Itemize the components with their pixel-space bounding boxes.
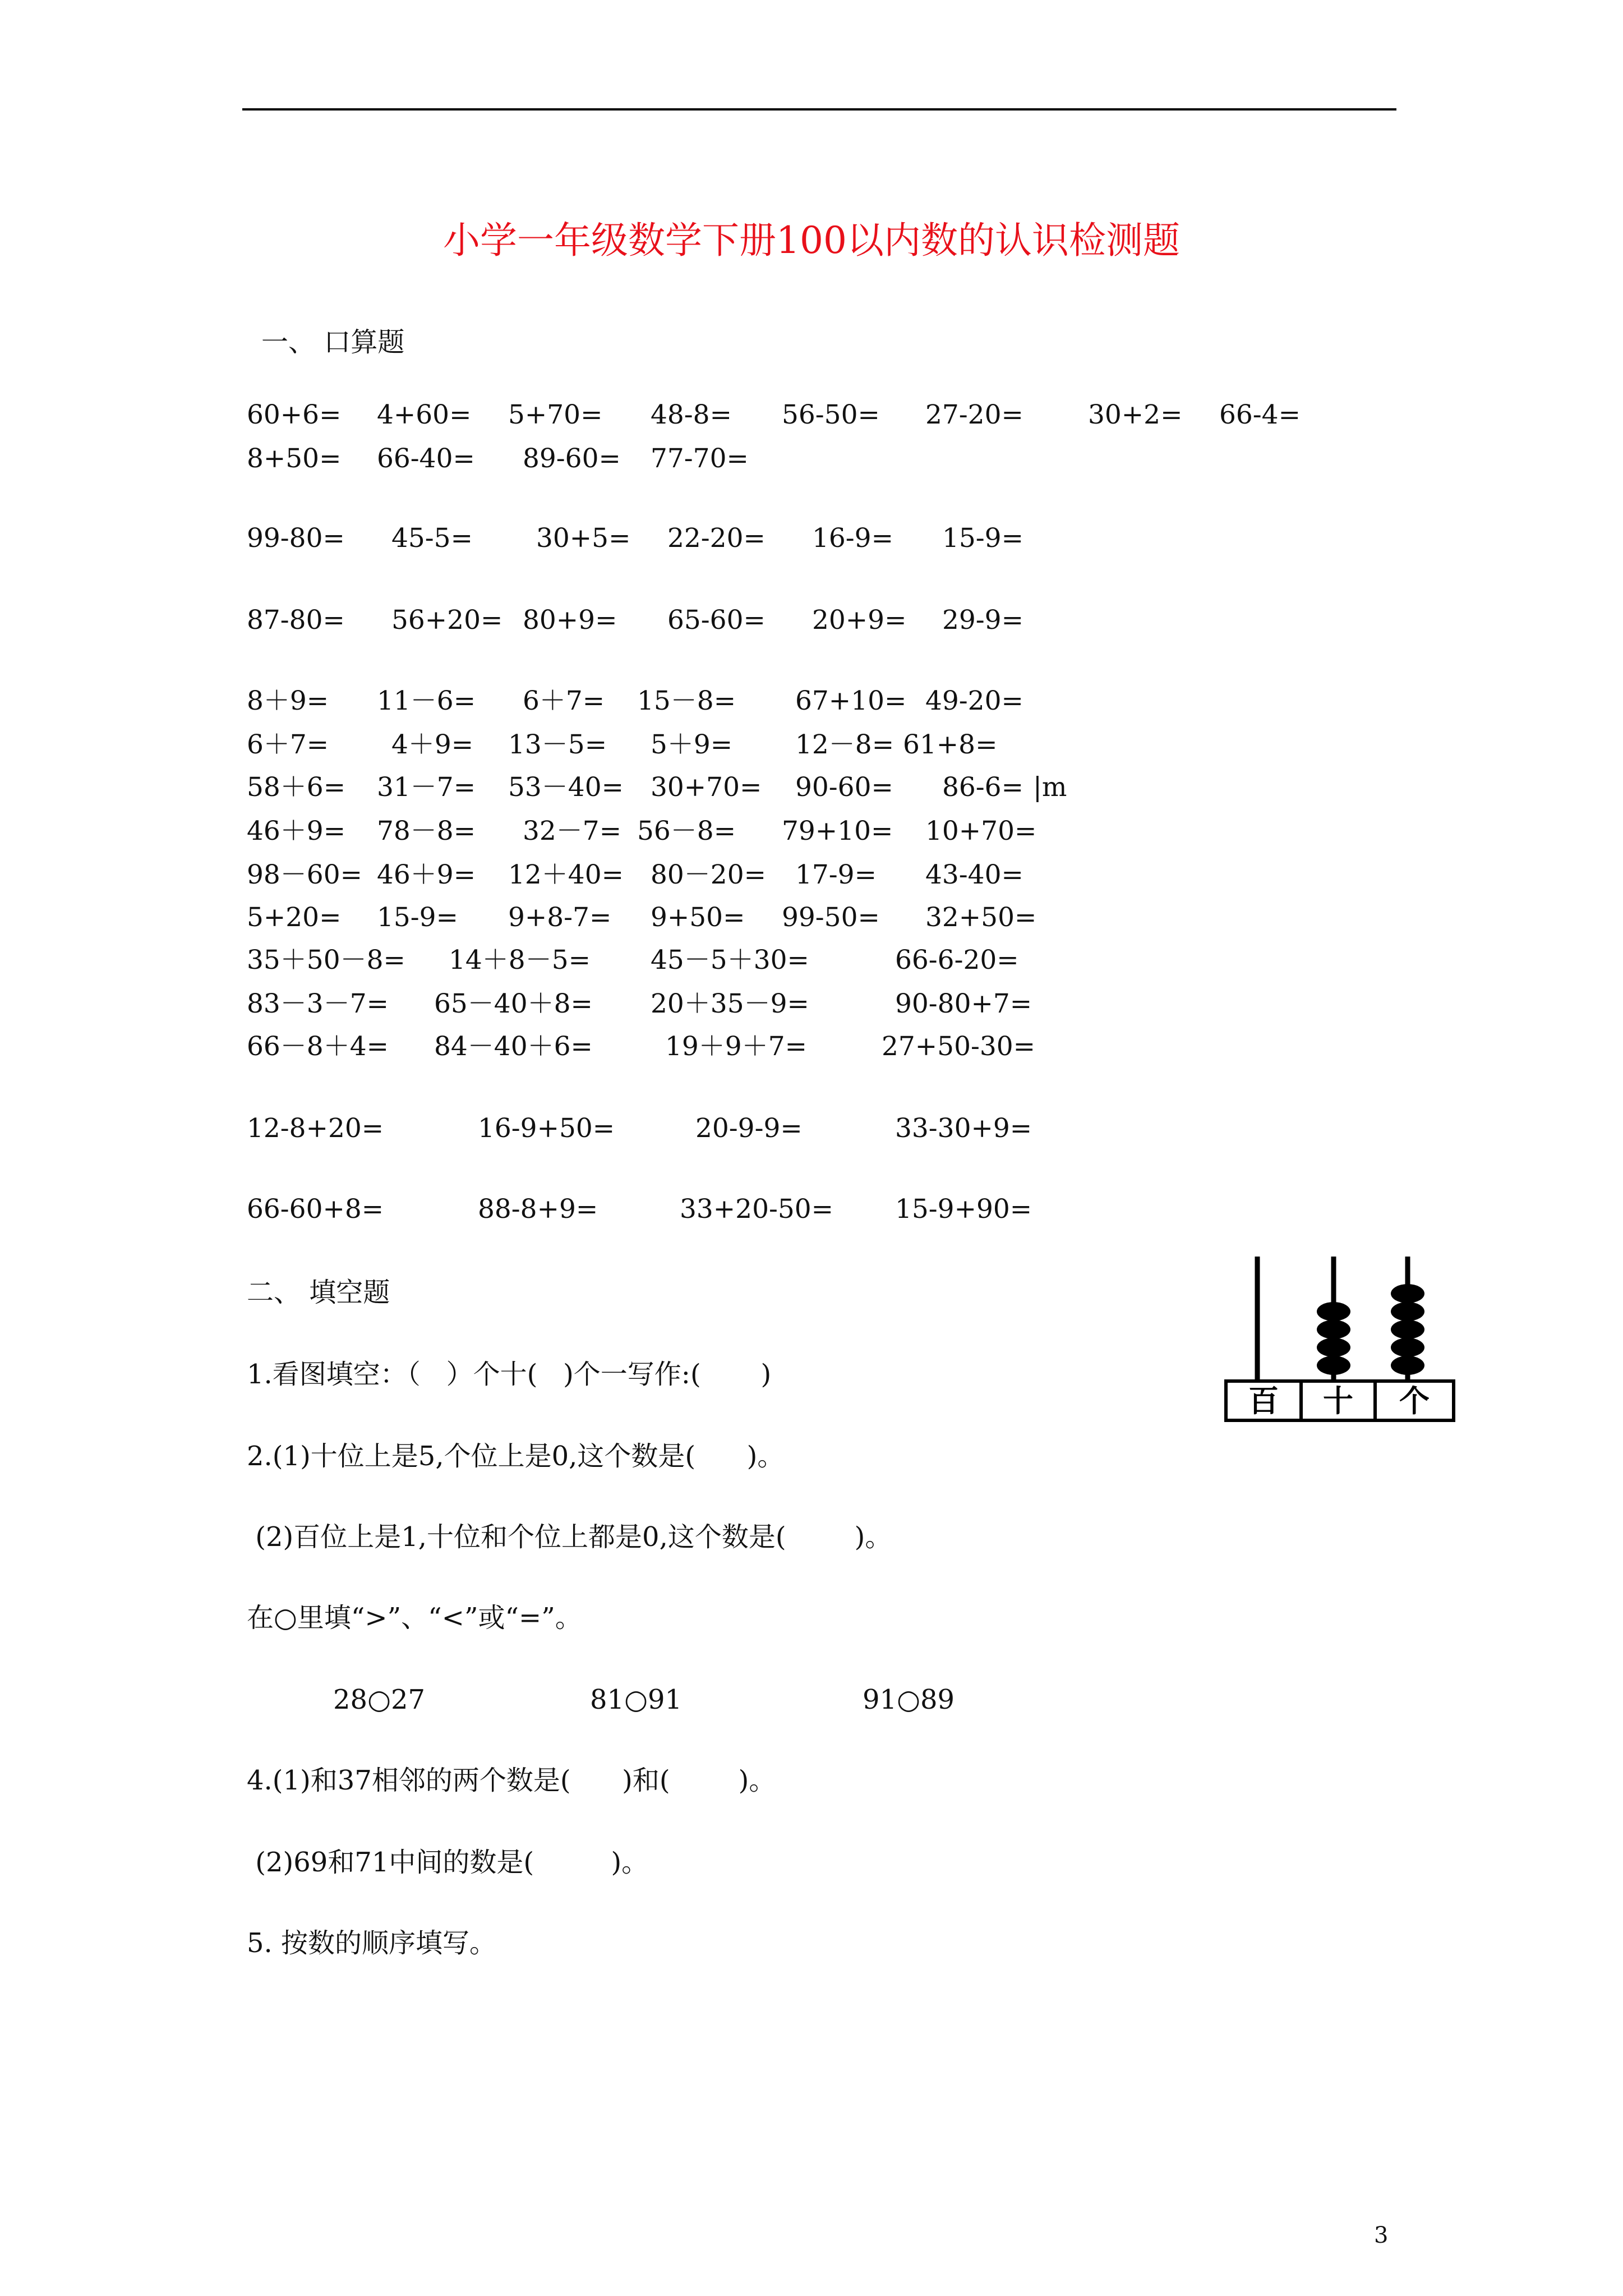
oral-problem: 86-6= [942, 772, 1023, 803]
bead-tens [1317, 1320, 1350, 1339]
label-ones: 个 [1399, 1383, 1430, 1419]
oral-problem: 8+50= [247, 443, 342, 474]
section2-heading: 二、 填空题 [247, 1277, 390, 1308]
oral-problem: 65-60= [667, 605, 766, 636]
oral-problem: 46＋9= [377, 859, 476, 890]
question-1: 1.看图填空：（ ）个十( )个一写作:( ) [247, 1359, 772, 1390]
oral-problem: 84－40＋6= [434, 1031, 593, 1062]
oral-problem: 89-60= [523, 443, 621, 474]
oral-problem: 29-9= [942, 605, 1023, 636]
oral-row [0, 521, 1623, 556]
oral-row [0, 900, 1623, 936]
oral-problem: 66-40= [377, 443, 475, 474]
oral-row [0, 397, 1623, 433]
oral-problem: 19＋9＋7= [665, 1031, 807, 1062]
oral-problem: 87-80= [247, 605, 345, 636]
oral-problem: 6＋7= [523, 685, 605, 716]
section1-heading: 一、 口算题 [261, 326, 405, 358]
page-title: 小学一年级数学下册100以内数的认识检测题 [443, 219, 1180, 262]
oral-problem: 78－8= [377, 816, 476, 846]
oral-problem: 99-80= [247, 523, 345, 554]
oral-problem: 35＋50－8= [247, 945, 405, 976]
oral-row [0, 813, 1623, 849]
oral-problem: 17-9= [795, 859, 877, 890]
oral-problem: 67+10= [795, 685, 907, 716]
oral-problem: 15－8= [637, 685, 736, 716]
oral-problem: 32+50= [925, 902, 1037, 933]
oral-problem: 13－5= [508, 729, 607, 760]
oral-problem: 83－3－7= [247, 988, 389, 1019]
bead-ones [1391, 1338, 1424, 1357]
oral-row [0, 602, 1623, 638]
oral-row [0, 727, 1623, 763]
oral-problem: 4+60= [377, 399, 472, 430]
oral-row [0, 770, 1623, 806]
bead-tens [1317, 1356, 1350, 1375]
oral-problem: 31－7= [377, 772, 476, 803]
oral-problem: 90-60= [795, 772, 893, 803]
oral-problem: 4＋9= [391, 729, 474, 760]
oral-problem: 60+6= [247, 399, 342, 430]
oral-problem: 30+2= [1088, 399, 1183, 430]
label-hundreds: 百 [1248, 1383, 1279, 1419]
oral-problem: 61+8= [903, 729, 998, 760]
oral-problem: 45－5＋30= [651, 945, 809, 976]
question-2a: 2.(1)十位上是5,个位上是0,这个数是( )。 [247, 1441, 785, 1472]
oral-problem: 10+70= [925, 816, 1037, 846]
oral-row [0, 986, 1623, 1022]
oral-row [0, 942, 1623, 978]
oral-problem: 16-9+50= [478, 1113, 615, 1144]
oral-problem: 12＋40= [508, 859, 624, 890]
oral-problem: |m [1033, 772, 1067, 803]
oral-row [0, 1191, 1623, 1227]
oral-problem: 80－20= [651, 859, 766, 890]
oral-problem: 27-20= [925, 399, 1023, 430]
oral-problem: 33+20-50= [680, 1194, 834, 1225]
oral-problem: 58＋6= [247, 772, 346, 803]
oral-problem: 56－8= [637, 816, 736, 846]
oral-problem: 12-8+20= [247, 1113, 384, 1144]
oral-problem: 5＋9= [651, 729, 733, 760]
oral-problem: 15-9= [377, 902, 458, 933]
oral-problem: 14＋8－5= [449, 945, 591, 976]
oral-problem: 77-70= [651, 443, 749, 474]
oral-problem: 20+9= [812, 605, 907, 636]
oral-problem: 8＋9= [247, 685, 329, 716]
oral-problem: 5+70= [508, 399, 603, 430]
bead-ones [1391, 1284, 1424, 1303]
oral-problem: 88-8+9= [478, 1194, 598, 1225]
oral-problem: 9+8-7= [508, 902, 612, 933]
question-3: 在○里填“>”、“<”或“=”。 [247, 1602, 582, 1634]
oral-problem: 53－40= [508, 772, 624, 803]
oral-row [0, 1111, 1623, 1147]
oral-problem: 20-9-9= [695, 1113, 803, 1144]
oral-problem: 6＋7= [247, 729, 329, 760]
header-rule [242, 108, 1396, 111]
bead-tens [1317, 1338, 1350, 1357]
oral-row [0, 683, 1623, 719]
label-tens: 十 [1323, 1383, 1353, 1419]
oral-problem: 90-80+7= [895, 988, 1032, 1019]
question-5: 5. 按数的顺序填写。 [247, 1927, 497, 1959]
oral-problem: 66-4= [1219, 399, 1301, 430]
oral-problem: 15-9+90= [895, 1194, 1032, 1225]
oral-problem: 32－7= [523, 816, 622, 846]
bead-ones [1391, 1356, 1424, 1375]
oral-problem: 99-50= [782, 902, 880, 933]
oral-problem: 56-50= [782, 399, 880, 430]
oral-problem: 15-9= [942, 523, 1023, 554]
oral-problem: 65－40＋8= [434, 988, 593, 1019]
compare-item: 91○89 [863, 1684, 955, 1715]
bead-tens [1317, 1302, 1350, 1321]
oral-row [0, 857, 1623, 893]
bead-ones [1391, 1302, 1424, 1321]
oral-row [0, 1029, 1623, 1065]
oral-problem: 11－6= [377, 685, 476, 716]
oral-problem: 98－60= [247, 859, 362, 890]
oral-problem: 56+20= [391, 605, 503, 636]
question-4a: 4.(1)和37相邻的两个数是( )和( )。 [247, 1765, 776, 1796]
oral-problem: 5+20= [247, 902, 342, 933]
compare-item: 28○27 [333, 1684, 426, 1715]
oral-problem: 27+50-30= [882, 1031, 1036, 1062]
oral-problem: 80+9= [523, 605, 617, 636]
page-number: 3 [1374, 2223, 1389, 2248]
oral-problem: 66－8＋4= [247, 1031, 389, 1062]
oral-problem: 20＋35－9= [651, 988, 809, 1019]
oral-problem: 49-20= [925, 685, 1023, 716]
question-2b: (2)百位上是1,十位和个位上都是0,这个数是( )。 [247, 1521, 892, 1553]
oral-problem: 66-6-20= [895, 945, 1019, 976]
oral-problem: 45-5= [391, 523, 473, 554]
compare-item: 81○91 [590, 1684, 683, 1715]
oral-row [0, 441, 1623, 477]
oral-problem: 22-20= [667, 523, 766, 554]
oral-problem: 30+70= [651, 772, 762, 803]
oral-problem: 48-8= [651, 399, 732, 430]
oral-problem: 9+50= [651, 902, 745, 933]
oral-problem: 12－8= [795, 729, 895, 760]
question-4b: (2)69和71中间的数是( )。 [247, 1847, 649, 1878]
abacus-figure [1223, 1257, 1458, 1425]
bead-ones [1391, 1320, 1424, 1339]
oral-problem: 43-40= [925, 859, 1023, 890]
oral-problem: 16-9= [812, 523, 893, 554]
oral-problem: 66-60+8= [247, 1194, 384, 1225]
oral-problem: 30+5= [536, 523, 631, 554]
oral-problem: 33-30+9= [895, 1113, 1032, 1144]
oral-problem: 79+10= [782, 816, 893, 846]
oral-problem: 46＋9= [247, 816, 346, 846]
